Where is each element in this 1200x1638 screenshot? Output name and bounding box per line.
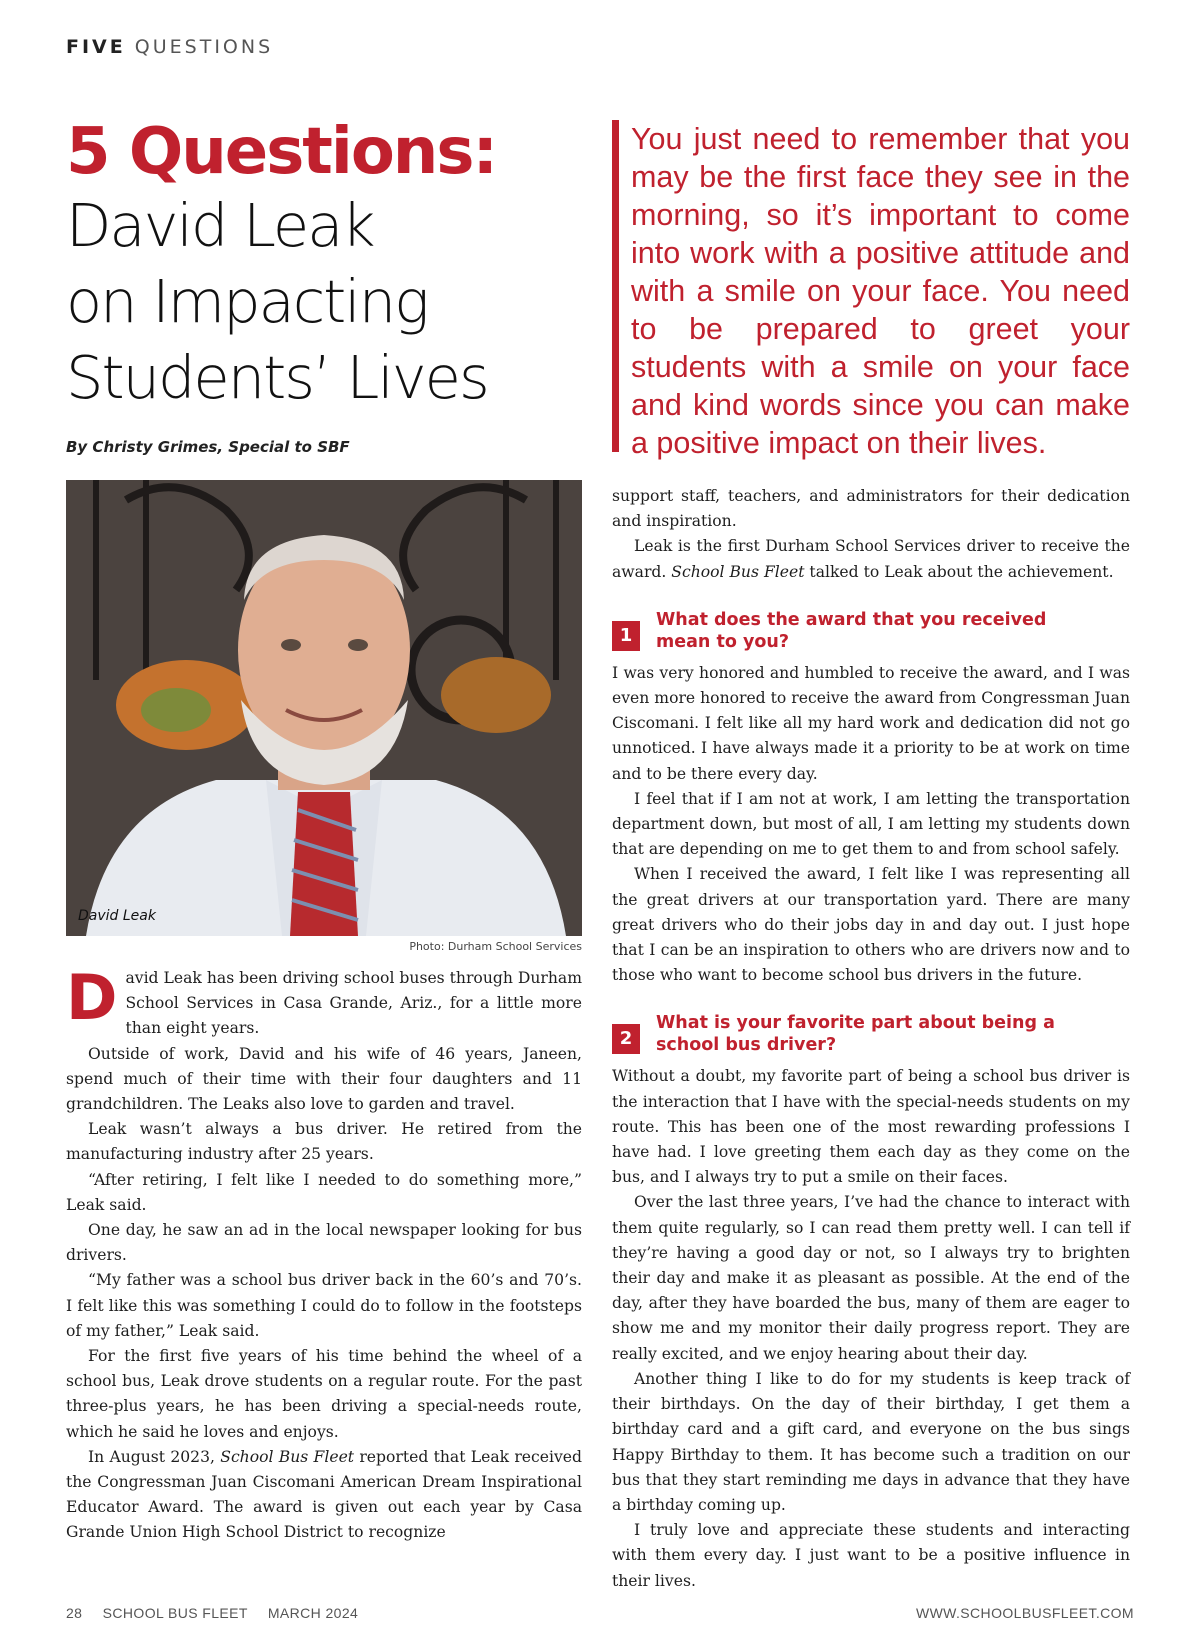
section-tag-bold: FIVE xyxy=(66,36,126,58)
headline xyxy=(66,116,586,416)
headline-line-2: on Impacting xyxy=(66,267,428,336)
question-1 xyxy=(612,609,1130,661)
left-paragraph-4: “After retiring, I felt like I needed to do something more,” Leak said. xyxy=(66,1170,582,1214)
question-number-1: 1 xyxy=(612,621,640,651)
portrait-photo xyxy=(66,480,582,936)
pull-quote-text: You just need to remember that you may be the first face they see in the morning, so it’s important to come into work with a positive attitude and with a smile on your face. You need to be prepared to greet your students with a smile on your face and kind words since you can make a positive impact on their lives. xyxy=(631,122,1130,460)
answer-2-paragraph-4: I truly love and appreciate these students and interacting with them every day. I just want to be a positive influence in their lives. xyxy=(612,1521,1130,1590)
left-paragraph-8-b: reported that Leak received the Congressman Juan Ciscomani American Dream Inspirational Educator Award. The award is given out each year by Casa Grande Union High School District to recognize xyxy=(66,1447,583,1542)
magazine-title-italic: School Bus Fleet xyxy=(220,1447,355,1466)
answer-2-paragraph-3: Another thing I like to do for my students is keep track of their birthdays. On the day of their birthday, I get them a birthday card and a gift card, and everyone on the bus sings Happy Birthday to them. It has become such a tradition on our bus that they start reminding me days in advance that they have a birthday coming up. xyxy=(612,1369,1130,1514)
left-paragraph-1-text: avid Leak has been driving school buses through Durham School Services in Casa Grande, Ariz., for a little more than eight years. xyxy=(125,969,582,1038)
answer-1-paragraph-1: I was very honored and humbled to receive the award, and I was even more honored to receive the award from Congressman Juan Ciscomani. I felt like all my hard work and dedication did not go unnoticed. I have always made it a priority to be at work on time and to be there every day. xyxy=(612,663,1130,783)
question-1-text: What does the award that you received mean to you? xyxy=(656,609,1047,652)
left-paragraph-2: Outside of work, David and his wife of 46 years, Janeen, spend much of their time with their four daughters and 11 grandchildren. The Leaks also love to garden and travel. xyxy=(66,1044,582,1114)
magazine-title-italic-2: School Bus Fleet xyxy=(671,562,805,581)
question-number-2: 2 xyxy=(612,1024,640,1054)
right-paragraph-2-a: Leak is the first Durham School Services driver to receive the award. xyxy=(612,537,1130,581)
left-paragraph-3: Leak wasn’t always a bus driver. He retired from the manufacturing industry after 25 years. xyxy=(66,1120,582,1164)
right-continuation: support staff, teachers, and administrators for their dedication and inspiration. xyxy=(612,487,1130,531)
headline-line-3: Students’ Lives xyxy=(66,343,488,412)
answer-1-paragraph-2: I feel that if I am not at work, I am letting the transportation department down, but most of all, I am letting my students down that are depending on me to get them to and from school safely. xyxy=(612,789,1130,859)
byline: By Christy Grimes, Special to SBF xyxy=(66,438,350,456)
page-footer xyxy=(66,1605,1134,1621)
magazine-name: SCHOOL BUS FLEET xyxy=(102,1605,248,1621)
headline-line-1: David Leak xyxy=(66,191,374,260)
right-paragraph-2 xyxy=(612,534,1130,584)
issue-date: MARCH 2024 xyxy=(267,1605,359,1621)
left-column xyxy=(66,961,583,1546)
answer-2-paragraph-2: Over the last three years, I’ve had the chance to interact with them quite regularly, so I can read them pretty well. I can tell if they’re having a good day or not, so I always try to brighten their day and make it as pleasant as possible. At the end of the day, after they have boarded the bus, many of them are eager to show me and my monitor their daily progress report. They are really excited, and we enjoy hearing about their day. xyxy=(612,1193,1130,1363)
question-2-text: What is your favorite part about being a school bus driver? xyxy=(656,1013,1055,1056)
right-column xyxy=(612,484,1130,1594)
left-paragraph-7: For the first five years of his time behind the wheel of a school bus, Leak drove students on a regular route. For the past three-plus years, he has been driving a special-needs route, which he said he loves and enjoys. xyxy=(66,1347,582,1441)
photo-caption: David Leak xyxy=(78,908,156,924)
left-paragraph-5: One day, he saw an ad in the local newspaper looking for bus drivers. xyxy=(66,1221,582,1265)
left-paragraph-1 xyxy=(66,961,582,1042)
section-tag-light: QUESTIONS xyxy=(134,36,274,58)
left-paragraph-6: “My father was a school bus driver back in the 60’s and 70’s. I felt like this was something I could do to follow in the footsteps of my father,” Leak said. xyxy=(66,1271,582,1340)
question-2 xyxy=(612,1012,1130,1064)
headline-red: 5 Questions: xyxy=(66,115,497,189)
pull-quote xyxy=(612,120,1130,460)
website-link[interactable]: WWW.SCHOOLBUSFLEET.COM xyxy=(915,1605,1134,1621)
section-tag xyxy=(66,36,273,58)
left-paragraph-8-a: In August 2023, xyxy=(88,1447,221,1466)
right-paragraph-2-b: talked to Leak about the achievement. xyxy=(804,562,1114,581)
drop-cap: D xyxy=(66,961,118,1034)
answer-1-paragraph-3: When I received the award, I felt like I was representing all the great drivers at our transportation yard. There are many great drivers who do their jobs day in and day out. I just hope that I can be an inspiration to others who are drivers now and to those who want to become school bus drivers in the future. xyxy=(612,865,1130,985)
portrait-illustration xyxy=(66,480,582,936)
page-number: 28 xyxy=(66,1605,83,1621)
photo-credit: Photo: Durham School Services xyxy=(409,940,582,953)
answer-2-paragraph-1: Without a doubt, my favorite part of being a school bus driver is the interaction that I have with the special-needs students on my route. This has been one of the most rewarding professions I have had. I love greeting them each day as they come on the bus, and I always try to put a smile on their faces. xyxy=(612,1067,1130,1187)
left-paragraph-8 xyxy=(66,1445,582,1546)
